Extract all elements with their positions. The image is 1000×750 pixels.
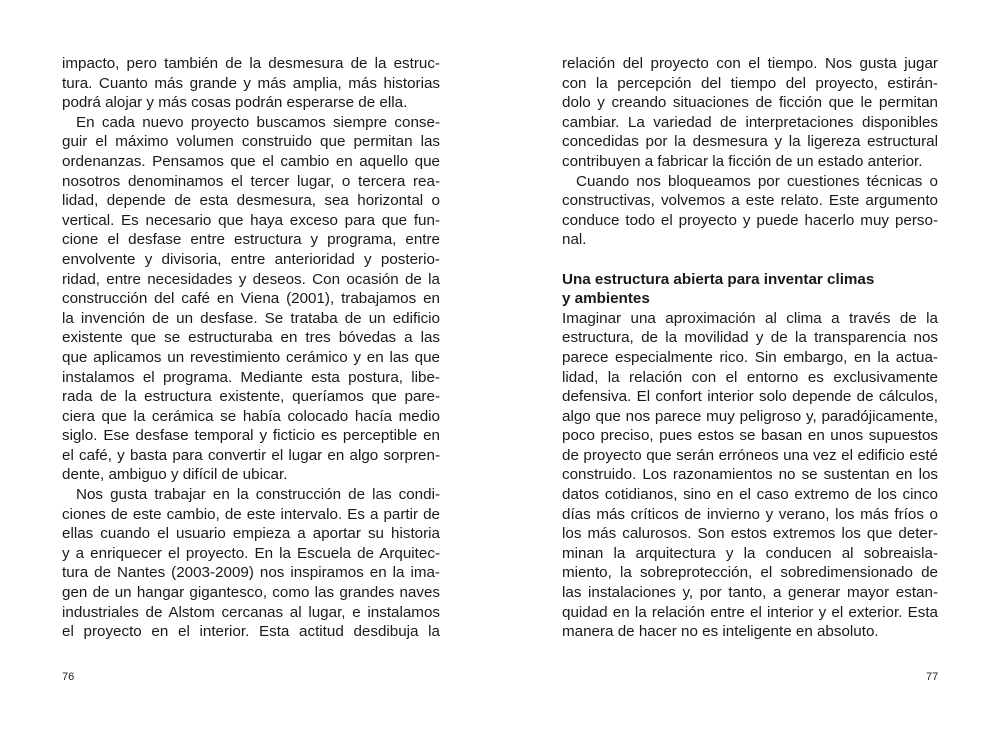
text-line: constructivas, volvemos a este relato. Este argumento (562, 192, 938, 210)
text-line: datos cotidianos, sino en el caso extremo de los cinco (562, 486, 938, 504)
text-line: la invención de un desfase. Se trataba de un edificio (62, 309, 440, 327)
text-line: estructura, de la movilidad y de la transparencia nos (562, 329, 938, 347)
text-line: ordenanzas. Pensamos que el cambio en aquello que (62, 152, 440, 170)
text-line: miento, la sobreprotección, el sobredimensionado de (562, 564, 938, 582)
text-line: dolo y creando situaciones de ficción que le permitan (562, 94, 938, 112)
text-line: guir el máximo volumen construido que permitan las (62, 133, 440, 151)
text-line: poco preciso, pues estos se basan en unos supuestos (562, 427, 938, 445)
text-line: cione el desfase entre estructura y programa, entre (62, 231, 440, 249)
text-line: días más críticos de invierno y verano, los más fríos o (562, 505, 938, 523)
text-line: En cada nuevo proyecto buscamos siempre conse- (76, 113, 440, 131)
left-page (62, 54, 440, 642)
text-line: siglo. Ese desfase temporal y ficticio es perceptible en (62, 427, 440, 445)
text-line: rada de la estructura existente, queríamos que pare- (62, 388, 440, 406)
text-line: nal. (562, 231, 587, 249)
text-line: de proyecto que serán erróneos una vez el edificio esté (562, 446, 938, 464)
text-line: el proyecto en el interior. Esta actitud desdibuja la (62, 623, 440, 641)
section-heading-line: y ambientes (562, 290, 650, 308)
text-line: industriales de Alstom cercanas al lugar, e instalamos (62, 603, 440, 621)
text-line: envolvente y divisoria, entre anterioridad y posterio- (62, 250, 440, 268)
text-line: minan la arquitectura y la conducen al sobreaisla- (562, 544, 938, 562)
text-line: defensiva. El confort interior solo depende de cálculos, (562, 388, 938, 406)
text-line: lidad, la relación con el entorno es exclusivamente (562, 368, 938, 386)
text-line: relación del proyecto con el tiempo. Nos gusta jugar (562, 55, 938, 72)
paragraph-spacer (562, 250, 938, 270)
text-line: lidad, depende de esta desmesura, sea horizontal o (62, 192, 440, 210)
left-page-body-text (62, 54, 440, 642)
text-line: y a enriquecer el proyecto. En la Escuela de Arquitec- (62, 544, 440, 562)
right-page-body-text (562, 54, 938, 642)
text-line: ciones de este cambio, de este intervalo. Es a partir de (62, 505, 440, 523)
left-page-number: 76 (62, 671, 75, 683)
text-line: vertical. Es necesario que haya exceso para que fun- (62, 211, 440, 229)
text-line: nosotros denominamos el tercer lugar, o tercera rea- (62, 172, 440, 190)
text-line: concedidas por la desmesura y la ligereza estructural (562, 133, 938, 151)
text-line: algo que nos parece muy peligroso y, paradójicamente, (562, 407, 938, 425)
text-line: ridad, entre necesidades y deseos. Con ocasión de la (62, 270, 440, 288)
text-line: Nos gusta trabajar en la construcción de las condi- (76, 486, 440, 504)
section-heading-line: Una estructura abierta para inventar climas (562, 270, 875, 288)
text-line: manera de hacer no es inteligente en absoluto. (562, 623, 879, 641)
text-line: contribuyen a fabricar la ficción de un estado anterior. (562, 152, 923, 170)
text-line: construido. Los razonamientos no se sustentan en los (562, 466, 938, 484)
text-line: podrá alojar y más cosas podrán esperarse de ella. (62, 94, 408, 112)
text-line: cambiar. La variedad de interpretaciones disponibles (562, 113, 938, 131)
right-page (562, 54, 938, 642)
text-line: ellas cuando el usuario empieza a aportar su historia (62, 525, 440, 543)
text-line: que aplicamos un revestimiento cerámico y en las que (62, 348, 440, 366)
text-line: quidad en la relación entre el interior y el exterior. Esta (562, 603, 938, 621)
text-line: Cuando nos bloqueamos por cuestiones técnicas o (576, 172, 938, 190)
text-line: existente que se estructuraba en tres bóvedas a las (62, 329, 440, 347)
text-line: conduce todo el proyecto y puede hacerlo muy perso- (562, 211, 938, 229)
text-line: dente, ambiguo y difícil de ubicar. (62, 466, 288, 484)
text-line: impacto, pero también de la desmesura de la estruc- (62, 55, 440, 72)
text-line: los más calurosos. Son estos extremos los que deter- (562, 525, 938, 543)
text-line: construcción del café en Viena (2001), trabajamos en (62, 290, 440, 308)
text-line: tura de Nantes (2003-2009) nos inspiramos en la ima- (62, 564, 440, 582)
text-line: tura. Cuanto más grande y más amplia, más historias (62, 74, 440, 92)
text-line: instalamos el programa. Mediante esta postura, libe- (62, 368, 440, 386)
text-line: gen de un hangar gigantesco, como las grandes naves (62, 584, 440, 602)
text-line: el café, y basta para convertir el lugar en algo sorpren- (62, 446, 440, 464)
text-line: con la percepción del tiempo del proyecto, estirán- (562, 74, 938, 92)
right-page-number: 77 (926, 671, 939, 683)
text-line: parece especialmente rico. Sin embargo, en la actua- (562, 348, 938, 366)
text-line: Imaginar una aproximación al clima a través de la (562, 309, 938, 327)
text-line: ciera que la cerámica se había colocado hacía medio (62, 407, 440, 425)
text-line: las instalaciones y, por tanto, a generar mayor estan- (562, 584, 938, 602)
